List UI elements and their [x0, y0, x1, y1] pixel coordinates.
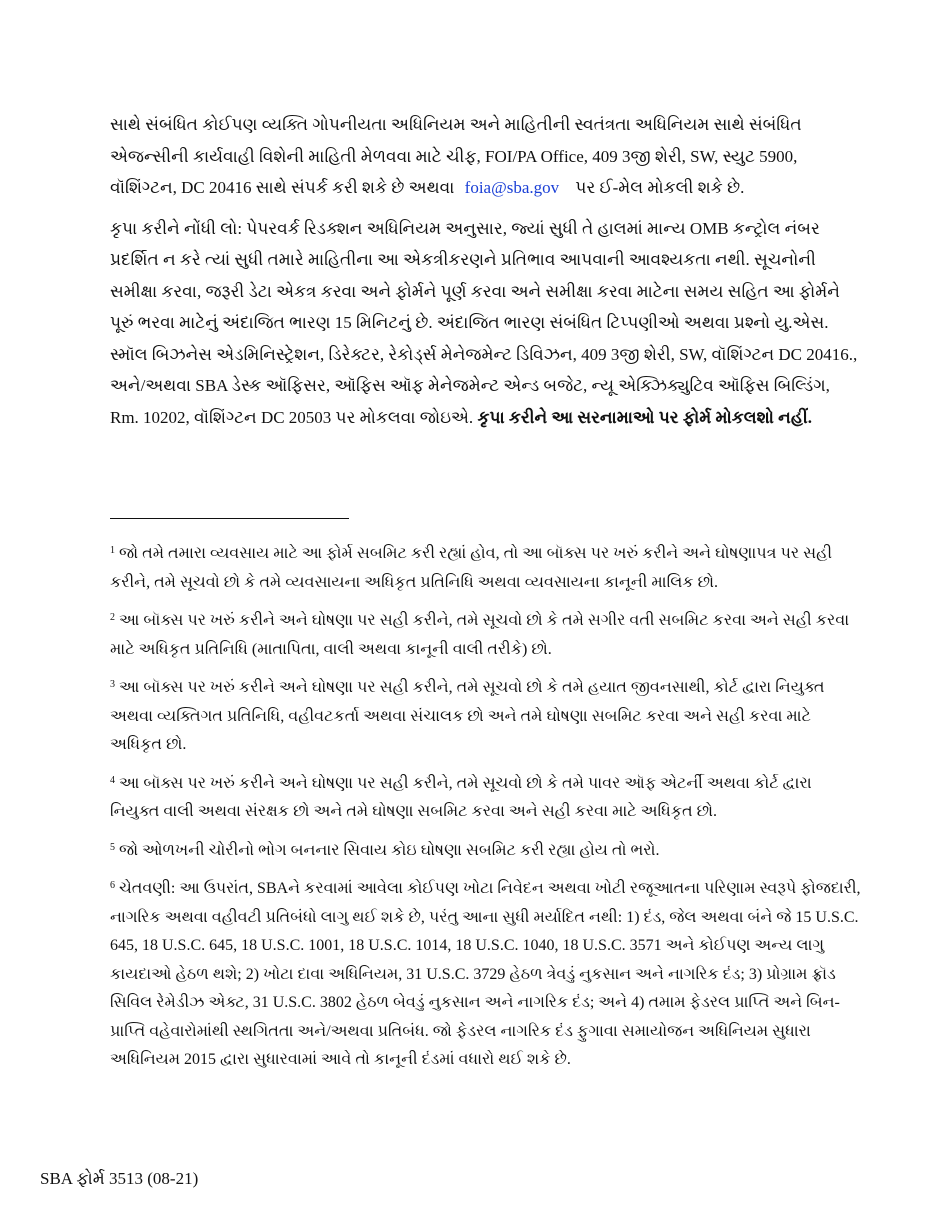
paperwork-notice-paragraph — [110, 213, 862, 434]
paperwork-notice-text: કૃપા કરીને નોંધી લો: પેપરવર્ક રિડક્શન અધિનિયમ અનુસાર, જ્યાં સુધી તે હાલમાં માન્ય OMB કન્ટ્રોલ નંબર પ્રદર્શિત ન કરે ત્યાં સુધી તમારે માહિતીના આ એકત્રીકરણને પ્રતિભાવ આપવાની આવશ્યકતા નથી. સૂચનોની સમીક્ષા કરવા, જરૂરી ડેટા એકત્ર કરવા અને ફોર્મને પૂર્ણ કરવા અને સમીક્ષા કરવા માટેના સમય સહિત આ ફોર્મને પૂરું ભરવા માટેનું અંદાજિત ભારણ 15 મિનિટનું છે. અંદાજિત ભારણ સંબંધિત ટિપ્પણીઓ અથવા પ્રશ્નો યુ.એસ. સ્મૉલ બિઝનેસ એડમિનિસ્ટ્રેશન, ડિરેક્ટર, રેકોર્ડ્સ મેનેજમેન્ટ ડિવિઝન, 409 3જી શેરી, SW, વૉશિંગ્ટન DC 20416., અને/અથવા SBA ડેસ્ક ઑફિસર, ઑફિસ ઑફ મેનેજમેન્ટ એન્ડ બજેટ, ન્યૂ એક્ઝિક્યુટિવ ઑફિસ બિલ્ડિંગ, Rm. 10202, વૉશિંગ્ટન DC 20503 પર મોકલવા જોઇએ. — [110, 218, 858, 427]
footnote-text: આ બૉક્સ પર ખરું કરીને અને ઘોષણા પર સહી કરીને, તમે સૂચવો છો કે તમે હયાત જીવનસાથી, કોર્ટ દ્વારા નિયુક્ત અથવા વ્યક્તિગત પ્રતિનિધિ, વહીવટકર્તા અથવા સંચાલક છો અને તમે ઘોષણા સબમિટ કરવા અને સહી કરવા માટે અધિકૃત છો. — [110, 679, 825, 753]
paperwork-notice-warning: કૃપા કરીને આ સરનામાઓ પર ફોર્મ મોકલશો નહીં. — [477, 407, 813, 427]
foia-email-link[interactable]: foia@sba.gov — [464, 178, 560, 197]
footnote — [110, 837, 862, 866]
footnote-text: જો ઓળખની ચોરીનો ભોગ બનનાર સિવાય કોઇ ઘોષણા સબમિટ કરી રહ્યા હોય તો ભરો. — [119, 841, 660, 859]
footnote-text: આ બૉક્સ પર ખરું કરીને અને ઘોષણા પર સહી કરીને, તમે સૂચવો છો કે તમે પાવર ઑફ એટર્ની અથવા કોર્ટ દ્વારા નિયુક્ત વાલી અથવા સંરક્ષક છો અને તમે ઘોષણા સબમિટ કરવા અને સહી કરવા માટે અધિકૃત છો. — [110, 774, 812, 820]
footnote — [110, 607, 862, 664]
footnote-text: જો તમે તમારા વ્યવસાય માટે આ ફોર્મ સબમિટ કરી રહ્યાં હોવ, તો આ બૉક્સ પર ખરું કરીને અને ઘોષણાપત્ર પર સહી કરીને, તમે સૂચવો છો કે તમે વ્યવસાયના અધિકૃત પ્રતિનિધિ અથવા વ્યવસાયના કાનૂની માલિક છો. — [110, 545, 833, 591]
footnote-number: 4 — [110, 774, 115, 786]
footnotes — [110, 540, 862, 1085]
contact-text-end: પર ઈ-મેલ મોકલી શકે છે. — [575, 178, 745, 197]
main-text — [110, 109, 862, 433]
footnote-number: 5 — [110, 841, 115, 853]
footnote — [110, 770, 862, 827]
footnote-divider — [110, 518, 349, 519]
form-identifier: SBA ફોર્મ 3513 (08-21) — [40, 1169, 199, 1188]
footnote — [110, 674, 862, 760]
footnote — [110, 875, 862, 1075]
footnote-text: આ બૉક્સ પર ખરું કરીને અને ઘોષણા પર સહી કરીને, તમે સૂચવો છો કે તમે સગીર વતી સબમિટ કરવા અને સહી કરવા માટે અધિકૃત પ્રતિનિધિ (માતાપિતા, વાલી અથવા કાનૂની વાલી તરીકે) છો. — [110, 612, 850, 658]
footnote-number: 3 — [110, 679, 115, 690]
footnote — [110, 540, 862, 597]
footnote-number: 1 — [110, 545, 115, 556]
footnote-number: 2 — [110, 612, 115, 623]
footnote-number: 6 — [110, 880, 115, 891]
contact-text: સાથે સંબંધિત કોઈપણ વ્યક્તિ ગોપનીયતા અધિનિયમ અને માહિતીની સ્વતંત્રતા અધિનિયમ સાથે સંબંધિત એજન્સીની કાર્યવાહી વિશેની માહિતી મેળવવા માટે ચીફ, FOI/PA Office, 409 3જી શેરી, SW, સ્યુટ 5900, વૉશિંગ્ટન, DC 20416 સાથે સંપર્ક કરી શકે છે અથવા — [110, 115, 802, 197]
footnote-text: ચેતવણી: આ ઉપરાંત, SBAને કરવામાં આવેલા કોઈપણ ખોટા નિવેદન અથવા ખોટી રજૂઆતના પરિણામ સ્વરૂપે ફોજદારી, નાગરિક અથવા વહીવટી પ્રતિબંધો લાગુ થઈ શકે છે, પરંતુ આના સુધી મર્યાદિત નથી: 1) દંડ, જેલ અથવા બંને જે 15 U.S.C. 645, 18 U.S.C. 645, 18 U.S.C. 1001, 18 U.S.C. 1014, 18 U.S.C. 1040, 18 U.S.C. 3571 અને કોઈપણ અન્ય લાગુ કાયદાઓ હેઠળ થશે; 2) ખોટા દાવા અધિનિયમ, 31 U.S.C. 3729 હેઠળ ત્રેવડું નુકસાન અને નાગરિક દંડ; 3) પ્રોગ્રામ ફ્રૉડ સિવિલ રેમેડીઝ એક્ટ, 31 U.S.C. 3802 હેઠળ બેવડું નુકસાન અને નાગરિક દંડ; અને 4) તમામ ફેડરલ પ્રાપ્તિ અને બિન-પ્રાપ્તિ વહેવારોમાંથી સ્થગિતતા અને/અથવા પ્રતિબંધ. જો ફેડરલ નાગરિક દંડ ફુગાવા સમાયોજન અધિનિયમ સુધારા અધિનિયમ 2015 દ્વારા સુધારવામાં આવે તો કાનૂની દંડમાં વધારો થઈ શકે છે. — [110, 880, 861, 1068]
contact-paragraph — [110, 109, 862, 204]
